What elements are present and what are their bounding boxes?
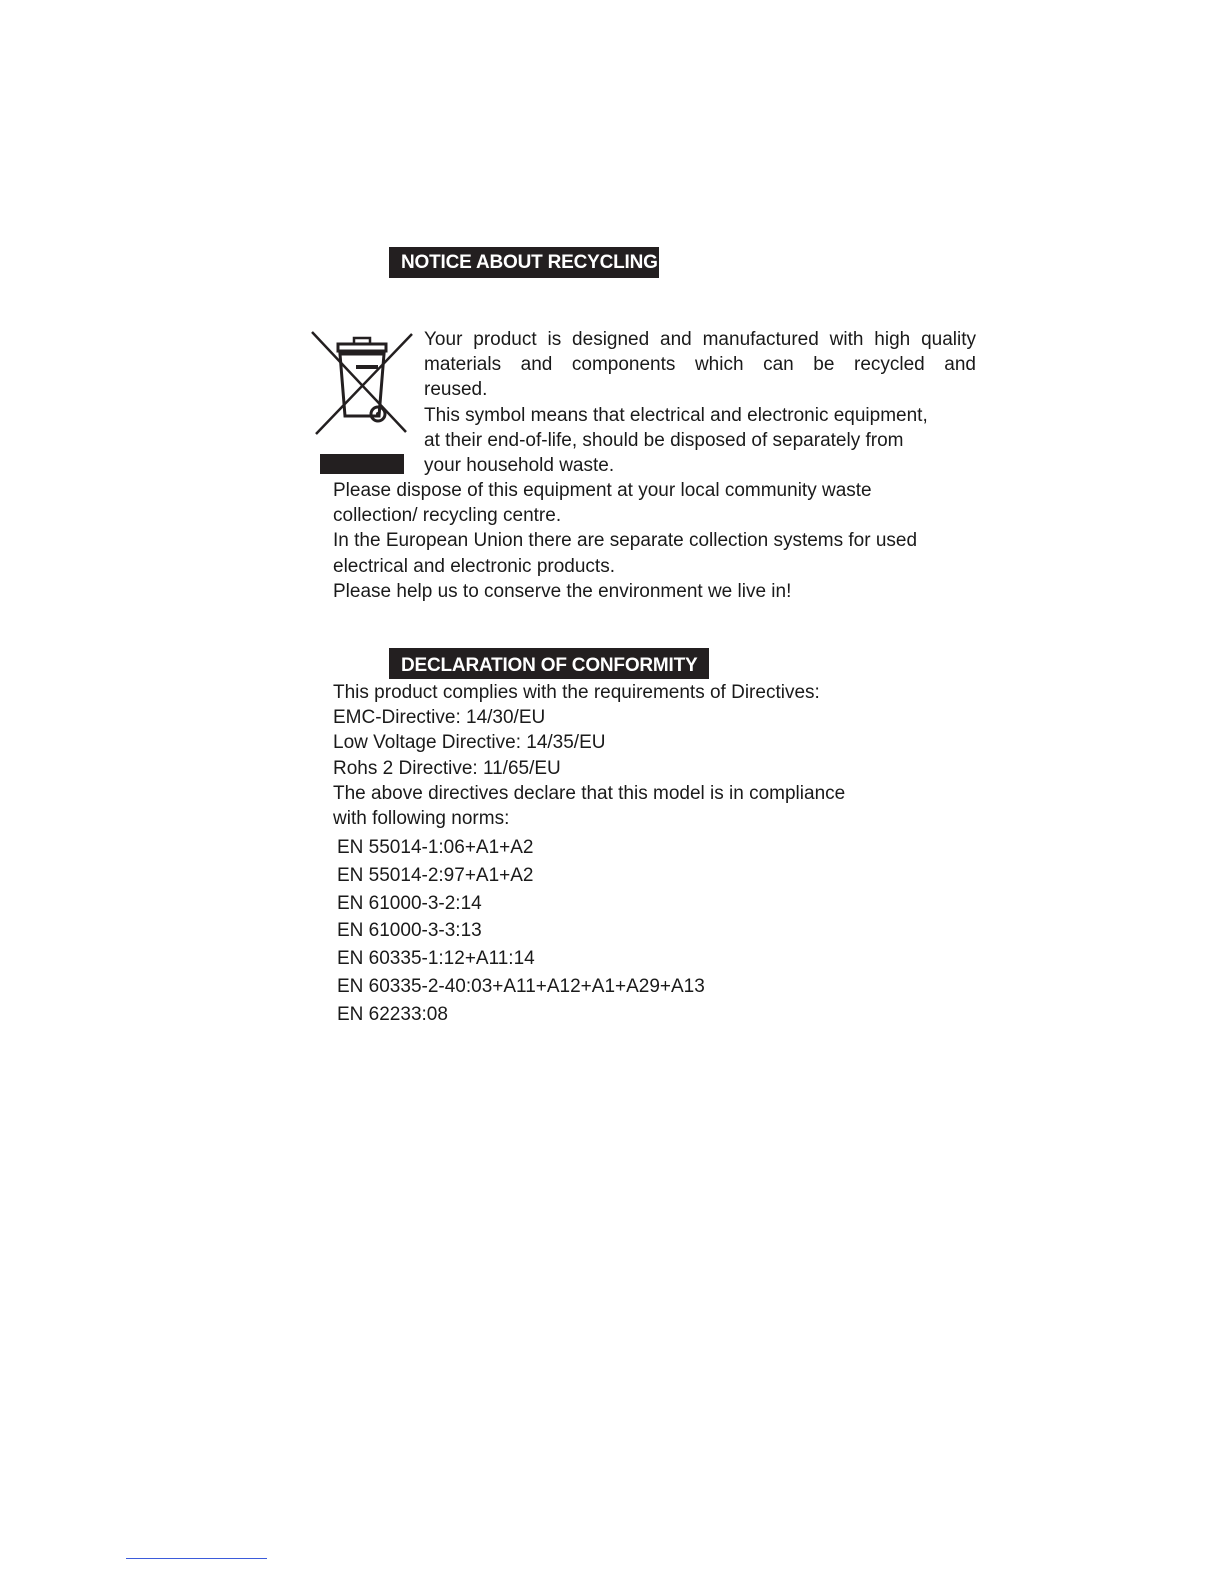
conformity-line: Rohs 2 Directive: 11/65/EU [333,757,561,779]
body-line: collection/ recycling centre. [333,505,562,527]
conformity-body [333,680,993,831]
norm-item: EN 60335-2-40:03+A11+A12+A1+A29+A13 [337,975,705,997]
norm-item: EN 55014-1:06+A1+A2 [337,837,534,858]
conformity-line: Low Voltage Directive: 14/35/EU [333,732,606,754]
intro-line: at their end-of-life, should be disposed of separately from [424,429,904,451]
crossed-out-wheelie-bin-icon [310,330,414,478]
norm-item: EN 61000-3-3:13 [337,920,482,942]
intro-line: your household waste. [424,455,615,477]
conformity-line: EMC-Directive: 14/30/EU [333,707,546,729]
norms-list [337,834,705,1029]
body-line: electrical and electronic products. [333,555,615,577]
intro-line: reused. [424,379,488,401]
intro-line: materials and components which can be recycled and [424,354,976,376]
norm-item: EN 61000-3-2:14 [337,892,482,914]
norm-item: EN 62233:08 [337,1003,448,1025]
norm-item: EN 60335-1:12+A11:14 [337,948,535,970]
intro-line: Your product is designed and manufactured with high quality [424,329,976,350]
recycling-heading: NOTICE ABOUT RECYCLING [389,247,659,278]
body-line: Please help us to conserve the environment we live in! [333,580,792,602]
conformity-line: This product complies with the requirements of Directives: [333,682,820,703]
conformity-heading: DECLARATION OF CONFORMITY [389,648,709,679]
norm-item: EN 55014-2:97+A1+A2 [337,864,534,886]
body-line: Please dispose of this equipment at your local community waste [333,480,872,501]
intro-line: This symbol means that electrical and electronic equipment, [424,404,928,426]
conformity-line: The above directives declare that this model is in compliance [333,782,846,804]
conformity-line: with following norms: [333,808,510,830]
recycling-intro [424,327,976,478]
recycling-body [333,478,993,604]
footer-divider [126,1558,267,1559]
body-line: In the European Union there are separate collection systems for used [333,530,918,552]
